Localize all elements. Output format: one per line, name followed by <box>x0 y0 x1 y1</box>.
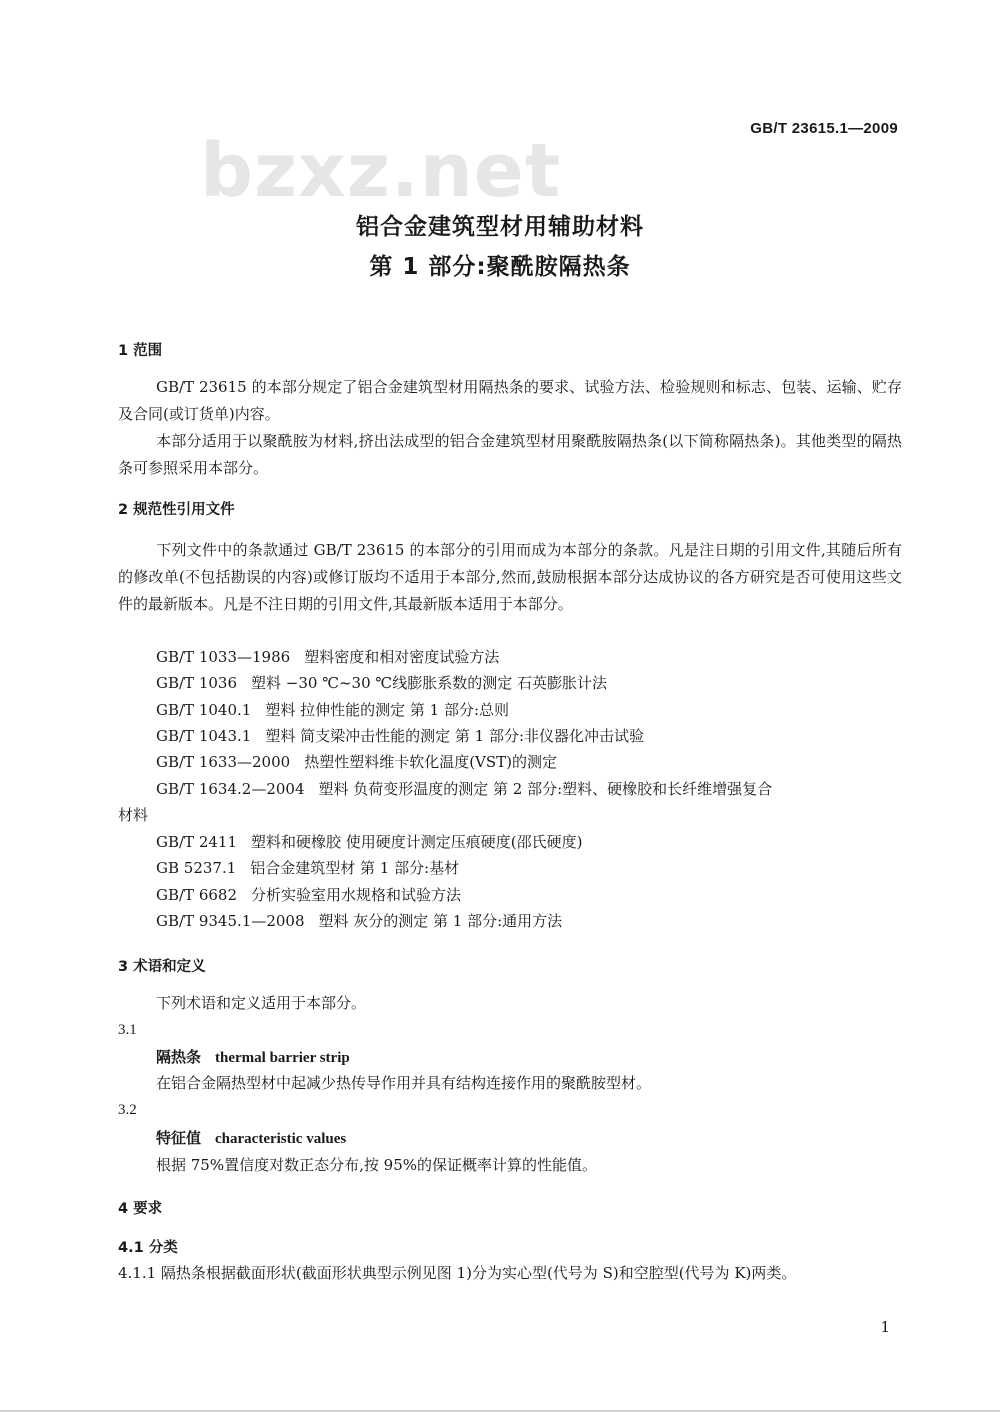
page-number: 1 <box>880 1318 890 1336</box>
page-bottom-edge <box>0 1410 1000 1412</box>
reference-code: GB 5237.1 <box>156 859 237 877</box>
reference-title: 塑料 拉伸性能的测定 第 1 部分:总则 <box>265 701 509 719</box>
section-4-heading: 4 要求 <box>118 1201 163 1217</box>
section-1-paragraph-2-text: 本部分适用于以聚酰胺为材料,挤出法成型的铝合金建筑型材用聚酰胺隔热条(以下简称隔热条)。其他类型的隔热条可参照采用本部分。 <box>118 432 902 477</box>
term-2-heading <box>156 1127 346 1148</box>
document-title: 铝合金建筑型材用辅助材料 <box>356 214 644 240</box>
reference-code: GB/T 1033—1986 <box>156 648 291 666</box>
reference-item <box>156 778 772 799</box>
reference-title: 塑料和硬橡胶 使用硬度计测定压痕硬度(邵氏硬度) <box>251 833 583 851</box>
reference-item <box>156 699 509 720</box>
section-4-1-1-paragraph: 4.1.1 隔热条根据截面形状(截面形状典型示例见图 1)分为实心型(代号为 S)和空腔型(代号为 K)两类。 <box>118 1264 797 1282</box>
reference-item <box>156 857 459 878</box>
term-2-english: characteristic values <box>215 1131 347 1147</box>
reference-item <box>156 831 583 852</box>
reference-item <box>156 725 644 746</box>
term-1-chinese: 隔热条 <box>156 1048 202 1066</box>
document-subtitle: 第 1 部分:聚酰胺隔热条 <box>369 254 631 280</box>
section-1-heading: 1 范围 <box>118 343 163 359</box>
section-2-paragraph-text: 下列文件中的条款通过 GB/T 23615 的本部分的引用而成为本部分的条款。凡是注日期的引用文件,其随后所有的修改单(不包括勘误的内容)或修订版均不适用于本部分,然而,鼓励根据本部分达成协议的各方研究是否可使用这些文件的最新版本。凡是不注日期的引用文件,其最新版本适用于本部分。 <box>118 541 902 613</box>
term-1-heading <box>156 1046 350 1067</box>
term-1-english: thermal barrier strip <box>215 1050 350 1066</box>
reference-title: 塑料 灰分的测定 第 1 部分:通用方法 <box>318 912 563 930</box>
reference-code: GB/T 2411 <box>156 833 238 851</box>
section-2-heading: 2 规范性引用文件 <box>118 502 235 518</box>
reference-item <box>156 646 499 667</box>
reference-code: GB/T 1634.2—2004 <box>156 780 305 798</box>
section-3-heading: 3 术语和定义 <box>118 959 206 975</box>
term-2-chinese: 特征值 <box>156 1129 202 1147</box>
section-1-paragraph-2 <box>118 428 902 482</box>
reference-title: 塑料 −30 ℃~30 ℃线膨胀系数的测定 石英膨胀计法 <box>251 674 607 692</box>
standard-code: GB/T 23615.1—2009 <box>750 120 898 137</box>
reference-code: GB/T 1040.1 <box>156 701 252 719</box>
reference-item-continuation <box>118 804 148 825</box>
section-2-paragraph <box>118 537 902 618</box>
reference-item <box>156 751 557 772</box>
reference-title: 铝合金建筑型材 第 1 部分:基材 <box>250 859 460 877</box>
reference-code: GB/T 1043.1 <box>156 727 252 745</box>
term-1-number: 3.1 <box>118 1022 137 1038</box>
reference-item <box>156 884 461 905</box>
reference-title: 热塑性塑料维卡软化温度(VST)的测定 <box>304 753 558 771</box>
reference-title: 分析实验室用水规格和试验方法 <box>251 886 462 904</box>
section-1-paragraph-1-text: GB/T 23615 的本部分规定了铝合金建筑型材用隔热条的要求、试验方法、检验规则和标志、包装、运输、贮存及合同(或订货单)内容。 <box>118 378 902 423</box>
reference-item <box>156 910 562 931</box>
reference-code: GB/T 9345.1—2008 <box>156 912 305 930</box>
term-2-definition: 根据 75%置信度对数正态分布,按 95%的保证概率计算的性能值。 <box>156 1156 597 1174</box>
section-3-intro: 下列术语和定义适用于本部分。 <box>156 994 367 1012</box>
section-4-1-heading: 4.1 分类 <box>118 1240 178 1256</box>
term-1-definition: 在铝合金隔热型材中起减少热传导作用并具有结构连接作用的聚酰胺型材。 <box>156 1074 652 1092</box>
reference-item <box>156 672 607 693</box>
section-1-paragraph-1 <box>118 374 902 428</box>
reference-title: 塑料 简支梁冲击性能的测定 第 1 部分:非仪器化冲击试验 <box>265 727 644 745</box>
reference-code: GB/T 1633—2000 <box>156 753 291 771</box>
watermark: bzxz.net <box>200 128 562 214</box>
reference-code: GB/T 1036 <box>156 674 238 692</box>
reference-code: GB/T 6682 <box>156 886 238 904</box>
reference-title: 塑料密度和相对密度试验方法 <box>304 648 500 666</box>
reference-title: 塑料 负荷变形温度的测定 第 2 部分:塑料、硬橡胶和长纤维增强复合 <box>318 780 773 798</box>
term-2-number: 3.2 <box>118 1102 137 1118</box>
reference-title: 材料 <box>118 806 149 824</box>
